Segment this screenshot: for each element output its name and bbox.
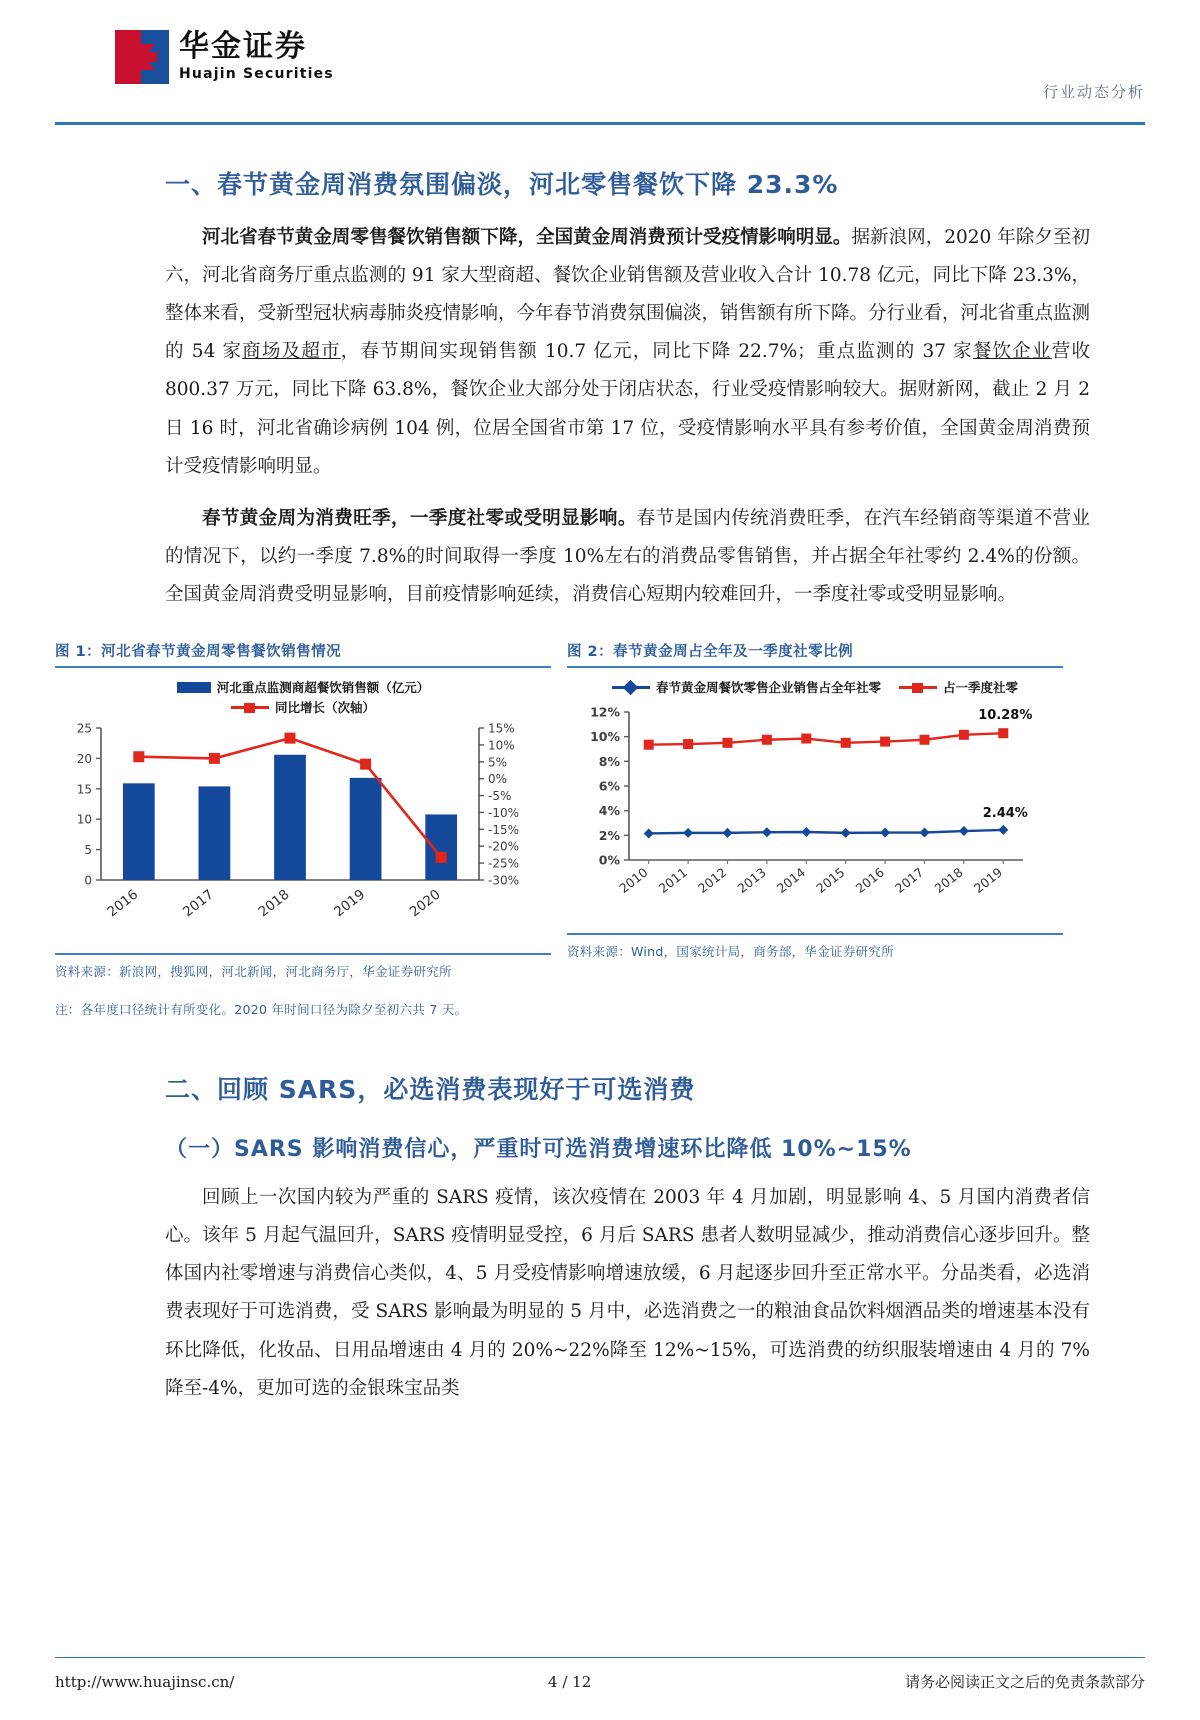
figures-row [55,640,1145,1018]
svg-text:2017: 2017 [179,886,217,921]
svg-text:15: 15 [76,782,92,797]
svg-text:5%: 5% [488,755,508,770]
svg-text:2013: 2013 [734,864,769,897]
paragraph-1-text-b: ，春节期间实现销售额 10.7 亿元，同比下降 22.7%；重点监测的 37 家 [340,341,973,363]
legend-bar-label: 河北重点监测商超餐饮销售额（亿元） [216,680,430,696]
huajin-logo-mark-icon [115,30,169,84]
paragraph-1-text-c: 营收 800.37 万元，同比下降 63.8%，餐饮企业大部分处于闭店状态，行业受疫情影响较大。据财新网，截止 2 月 2 日 16 时，河北省确诊病例 104 例，位居全国省市第 17 位，受疫情影响水平具有参考价值，全国黄金周消费预计受疫情影响明显。 [165,341,1090,477]
svg-text:2019: 2019 [331,886,369,921]
figure-1-plot [59,720,543,940]
section-1-heading: 一、春节黄金周消费氛围偏淡，河北零售餐饮下降 23.3% [165,170,839,199]
paragraph-3: 回顾上一次国内较为严重的 SARS 疫情，该次疫情在 2003 年 4 月加剧，明显影响 4、5 月国内消费者信心。该年 5 月起气温回升，SARS 疫情明显受控，6 月后 SARS 患者人数明显减少，推动消费信心逐步回升。整体国内社零增速与消费信心类似，4、5 月受疫情影响增速放缓，6 月起逐步回升至正常水平。分品类看，必选消费表现好于可选消费，受 SARS 影响最为明显的 5 月中，必选消费之一的粮油食品饮料烟酒品类的增速基本没有环比降低，化妆品、日用品增速由 4 月的 20%~22%降至 12%~15%，可选消费的纺织服装增速由 4 月的 7%降至-4%，更加可选的金银珠宝品类 [165,1187,1090,1399]
document-type-label: 行业动态分析 [1042,83,1145,101]
section-2-sub-heading: （一）SARS 影响消费信心，严重时可选消费增速环比降低 10%~15% [165,1137,912,1163]
figure-2-title: 图 2：春节黄金周占全年及一季度社零比例 [567,640,1063,668]
figure-2-chart [567,668,1063,935]
legend-item-red-line [899,678,1018,696]
logo-english-name: Huajin Securities [179,66,334,82]
svg-text:2016: 2016 [852,864,887,897]
figure-1-legend [59,678,547,716]
svg-text:8%: 8% [598,753,620,769]
svg-text:-15%: -15% [488,822,520,837]
figure-2-source: 资料来源：Wind，国家统计局，商务部，华金证券研究所 [567,944,895,960]
page-header [55,22,1145,122]
svg-text:2018: 2018 [255,886,293,921]
svg-text:2012: 2012 [695,864,730,897]
svg-text:10: 10 [76,812,92,827]
legend-item-bar [177,678,430,696]
legend-blue-swatch-icon [612,681,650,693]
legend-line-label: 同比增长（次轴） [274,700,375,716]
svg-text:2%: 2% [598,827,620,843]
svg-text:0%: 0% [598,852,620,868]
svg-text:2018: 2018 [931,864,966,897]
figure-2-plot [571,700,1055,920]
footer-disclaimer: 请务必阅读正文之后的免责条款部分 [904,1673,1145,1691]
svg-text:-20%: -20% [488,839,520,854]
page-content [55,125,1145,1408]
svg-text:2.44%: 2.44% [982,806,1028,822]
legend-red-label: 占一季度社零 [943,680,1019,696]
logo-chinese-name: 华金证券 [179,29,307,64]
svg-text:6%: 6% [598,778,620,794]
footer-url[interactable]: http://www.huajinsc.cn/ [55,1672,235,1691]
svg-text:2019: 2019 [970,864,1006,897]
paragraph-1-text-a: 据新浪网，2020 年除夕至初六，河北省商务厅重点监测的 91 家大型商超、餐饮企业销售额及营业收入合计 10.78 亿元，同比下降 23.3%，整体来看，受新型冠状病毒肺炎疫情影响，今年春节消费氛围偏淡，销售额有所下降。分行业看，河北省重点监测的 54 家 [165,227,1091,363]
svg-text:10%: 10% [590,729,620,745]
svg-text:0: 0 [84,873,92,888]
svg-text:2011: 2011 [655,864,690,897]
svg-text:-5%: -5% [488,789,512,804]
huajin-logo [115,30,334,84]
svg-text:-25%: -25% [488,856,520,871]
paragraph-2-lead: 春节黄金周为消费旺季，一季度社零或受明显影响。 [202,507,637,529]
svg-text:4%: 4% [598,803,620,819]
svg-text:2014: 2014 [773,864,809,897]
figure-1-chart [55,668,551,955]
legend-item-line [231,698,375,716]
footer-page-number: 4 / 12 [548,1672,592,1691]
svg-text:2015: 2015 [813,864,848,897]
figure-note: 注：各年度口径统计有所变化。2020 年时间口径为除夕至初六共 7 天。 [55,1002,468,1018]
page-footer [55,1671,1145,1692]
svg-text:25: 25 [76,721,92,736]
legend-bar-swatch-icon [177,682,211,693]
paragraph-1-underline-1: 商场及超市 [242,341,341,363]
legend-line-swatch-icon [231,701,269,713]
svg-text:0%: 0% [488,772,508,787]
document-page [0,22,1200,1720]
figure-1-title: 图 1：河北省春节黄金周零售餐饮销售情况 [55,640,551,668]
svg-text:2016: 2016 [104,886,142,921]
svg-text:12%: 12% [590,704,620,720]
svg-text:10.28%: 10.28% [978,708,1033,724]
svg-text:-10%: -10% [488,806,520,821]
svg-text:2010: 2010 [616,864,651,897]
legend-blue-label: 春节黄金周餐饮零售企业销售占全年社零 [655,680,881,696]
svg-text:2020: 2020 [406,886,444,921]
svg-text:2017: 2017 [892,864,927,897]
svg-text:20: 20 [76,751,92,766]
legend-red-swatch-icon [899,681,937,693]
figure-1 [55,640,551,1018]
paragraph-1-lead: 河北省春节黄金周零售餐饮销售额下降，全国黄金周消费预计受疫情影响明显。 [202,227,852,248]
paragraph-1 [165,219,1090,486]
figure-2 [567,640,1063,1018]
paragraph-2-text: 春节是国内传统消费旺季，在汽车经销商等渠道不营业的情况下，以约一季度 7.8%的时间取得一季度 10%左右的消费品零售销售，并占据全年社零约 2.4%的份额。全国黄金周消费受明显影响，目前疫情影响延续，消费信心短期内较难回升，一季度社零或受明显影响。 [165,507,1090,605]
svg-text:10%: 10% [488,738,515,753]
footer-divider [55,1657,1145,1659]
svg-text:15%: 15% [488,721,515,736]
svg-text:5: 5 [84,843,92,858]
figure-2-legend [571,678,1059,696]
legend-item-blue-line [612,678,881,696]
figure-1-source: 资料来源：新浪网，搜狐网，河北新闻，河北商务厅，华金证券研究所 [55,964,452,980]
svg-text:-30%: -30% [488,873,520,888]
paragraph-1-underline-2: 餐饮企业 [972,341,1052,363]
paragraph-2 [165,500,1090,614]
section-2-heading: 二、回顾 SARS，必选消费表现好于可选消费 [165,1075,696,1105]
